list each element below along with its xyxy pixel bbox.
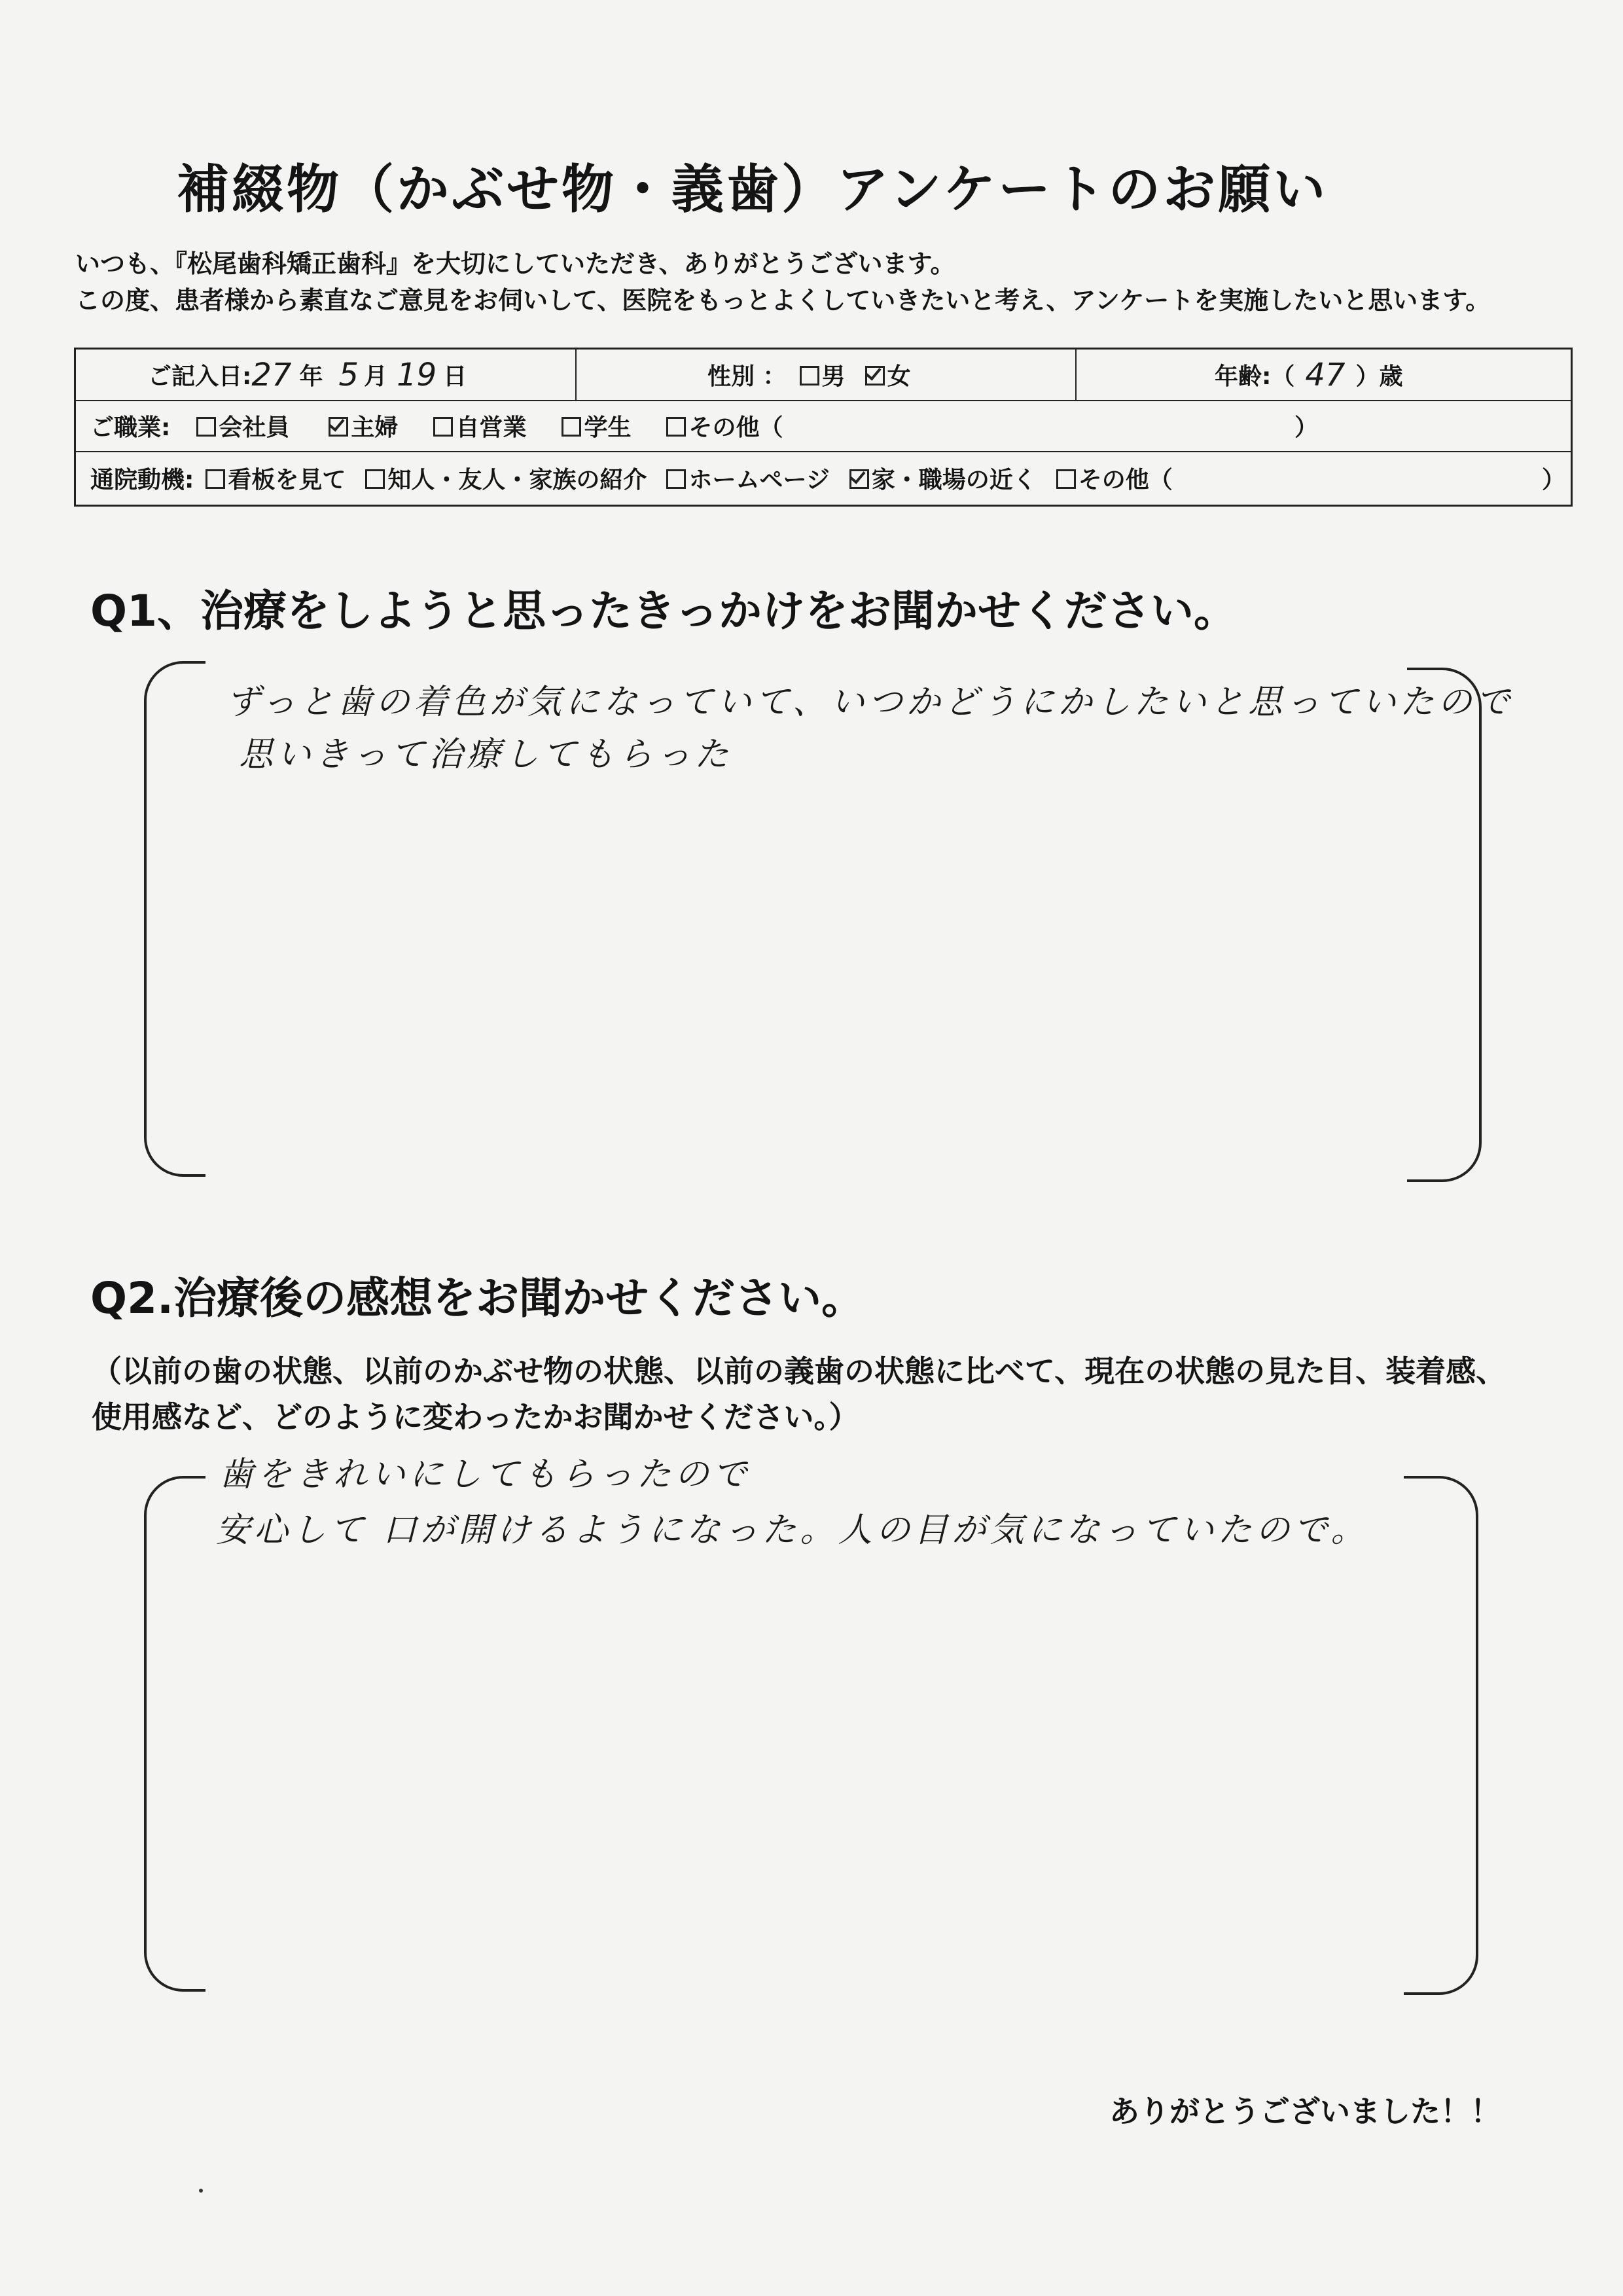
checkbox-checked-icon[interactable]	[849, 469, 869, 489]
q2-question: Q2.治療後の感想をお聞かせください。	[90, 1273, 865, 1323]
checkbox-icon[interactable]	[196, 417, 216, 437]
thanks-message: ありがとうございました！！	[1109, 2094, 1501, 2129]
age-suffix: ）歳	[1355, 363, 1403, 390]
q2-note: （以前の歯の状態、以前のかぶせ物の状態、以前の義歯の状態に比べて、現在の状態の見た目、装着感、使用感など、どのように変わったかお聞かせください。）	[92, 1354, 1507, 1435]
checkbox-checked-icon[interactable]	[865, 366, 885, 386]
occupation-label: ご職業:	[90, 414, 171, 441]
gender-label: 性別 ：	[707, 363, 787, 390]
age-field[interactable]	[1215, 350, 1403, 400]
divider	[575, 350, 577, 400]
checkbox-icon[interactable]	[205, 469, 225, 489]
checkbox-checked-icon[interactable]	[329, 417, 348, 437]
reason-option-homepage[interactable]: ホームページ	[666, 461, 829, 495]
reason-field	[90, 451, 1192, 505]
checkbox-icon[interactable]	[562, 417, 581, 437]
reason-option-sign[interactable]: 看板を見て	[205, 461, 346, 495]
ink-speck	[199, 2189, 203, 2193]
q2-bracket-left	[144, 1476, 205, 1992]
q1-bracket-left	[144, 661, 205, 1177]
year-unit: 年	[299, 363, 323, 390]
reason-close: ）	[1542, 466, 1566, 493]
checkbox-icon[interactable]	[666, 469, 686, 489]
checkbox-icon[interactable]	[800, 366, 819, 386]
q1-answer-line-2[interactable]: 思いきって治療してもらった	[239, 735, 733, 774]
checkbox-icon[interactable]	[365, 469, 385, 489]
gender-option-male[interactable]: 男	[800, 358, 846, 391]
info-row-basic	[76, 350, 1571, 401]
age-value: 47	[1305, 356, 1346, 393]
occupation-option-office[interactable]: 会社員	[196, 409, 289, 442]
reason-option-other[interactable]: その他（	[1056, 461, 1173, 495]
q1-answer-line-1[interactable]: ずっと歯の着色が気になっていて、いつかどうにかしたいと思っていたので	[226, 683, 1514, 722]
day-unit: 日	[443, 363, 467, 390]
q1-bracket-right	[1407, 668, 1482, 1182]
q2-answer-line-2[interactable]: 安心して 口が開けるようになった。人の目が気になっていたので。	[216, 1511, 1369, 1550]
q2-answer-line-1[interactable]: 歯をきれいにしてもらったので	[219, 1455, 751, 1494]
checkbox-icon[interactable]	[433, 417, 453, 437]
reason-option-referral[interactable]: 知人・友人・家族の紹介	[365, 461, 647, 495]
checkbox-icon[interactable]	[666, 417, 686, 437]
intro-line-1: いつも、『松尾歯科矯正歯科』を大切にしていただき、ありがとうございます。	[75, 249, 955, 278]
gender-field	[707, 350, 931, 400]
info-table	[74, 348, 1573, 507]
occupation-option-selfemployed[interactable]: 自営業	[433, 409, 526, 442]
date-field[interactable]	[148, 350, 467, 400]
page-title: 補綴物（かぶせ物・義歯）アンケートのお願い	[177, 159, 1329, 220]
month-unit: 月	[364, 363, 388, 390]
date-year-value: 27	[251, 356, 292, 393]
reason-label: 通院動機:	[90, 466, 194, 493]
checkbox-icon[interactable]	[1056, 469, 1076, 489]
occupation-option-housewife[interactable]: 主婦	[329, 409, 398, 442]
info-row-occupation	[76, 400, 1571, 452]
occupation-field	[90, 400, 802, 451]
age-label: 年齢:（	[1215, 363, 1295, 390]
date-day-value: 19	[397, 356, 437, 393]
q1-question: Q1、治療をしようと思ったきっかけをお聞かせください。	[90, 586, 1238, 636]
gender-option-female[interactable]: 女	[865, 358, 911, 391]
info-row-reason	[76, 451, 1571, 505]
occupation-option-student[interactable]: 学生	[562, 409, 631, 442]
date-label: ご記入日:	[148, 363, 252, 390]
divider	[1075, 350, 1077, 400]
occupation-close: ）	[1294, 414, 1319, 441]
reason-option-nearby[interactable]: 家・職場の近く	[849, 461, 1037, 495]
q2-bracket-right	[1404, 1476, 1478, 1995]
date-month-value: 5	[338, 356, 359, 393]
occupation-option-other[interactable]: その他（	[666, 409, 783, 442]
intro-line-2: この度、患者様から素直なご意見をお伺いして、医院をもっとよくしていきたいと考え、アンケートを実施したいと思います。	[75, 286, 1491, 315]
